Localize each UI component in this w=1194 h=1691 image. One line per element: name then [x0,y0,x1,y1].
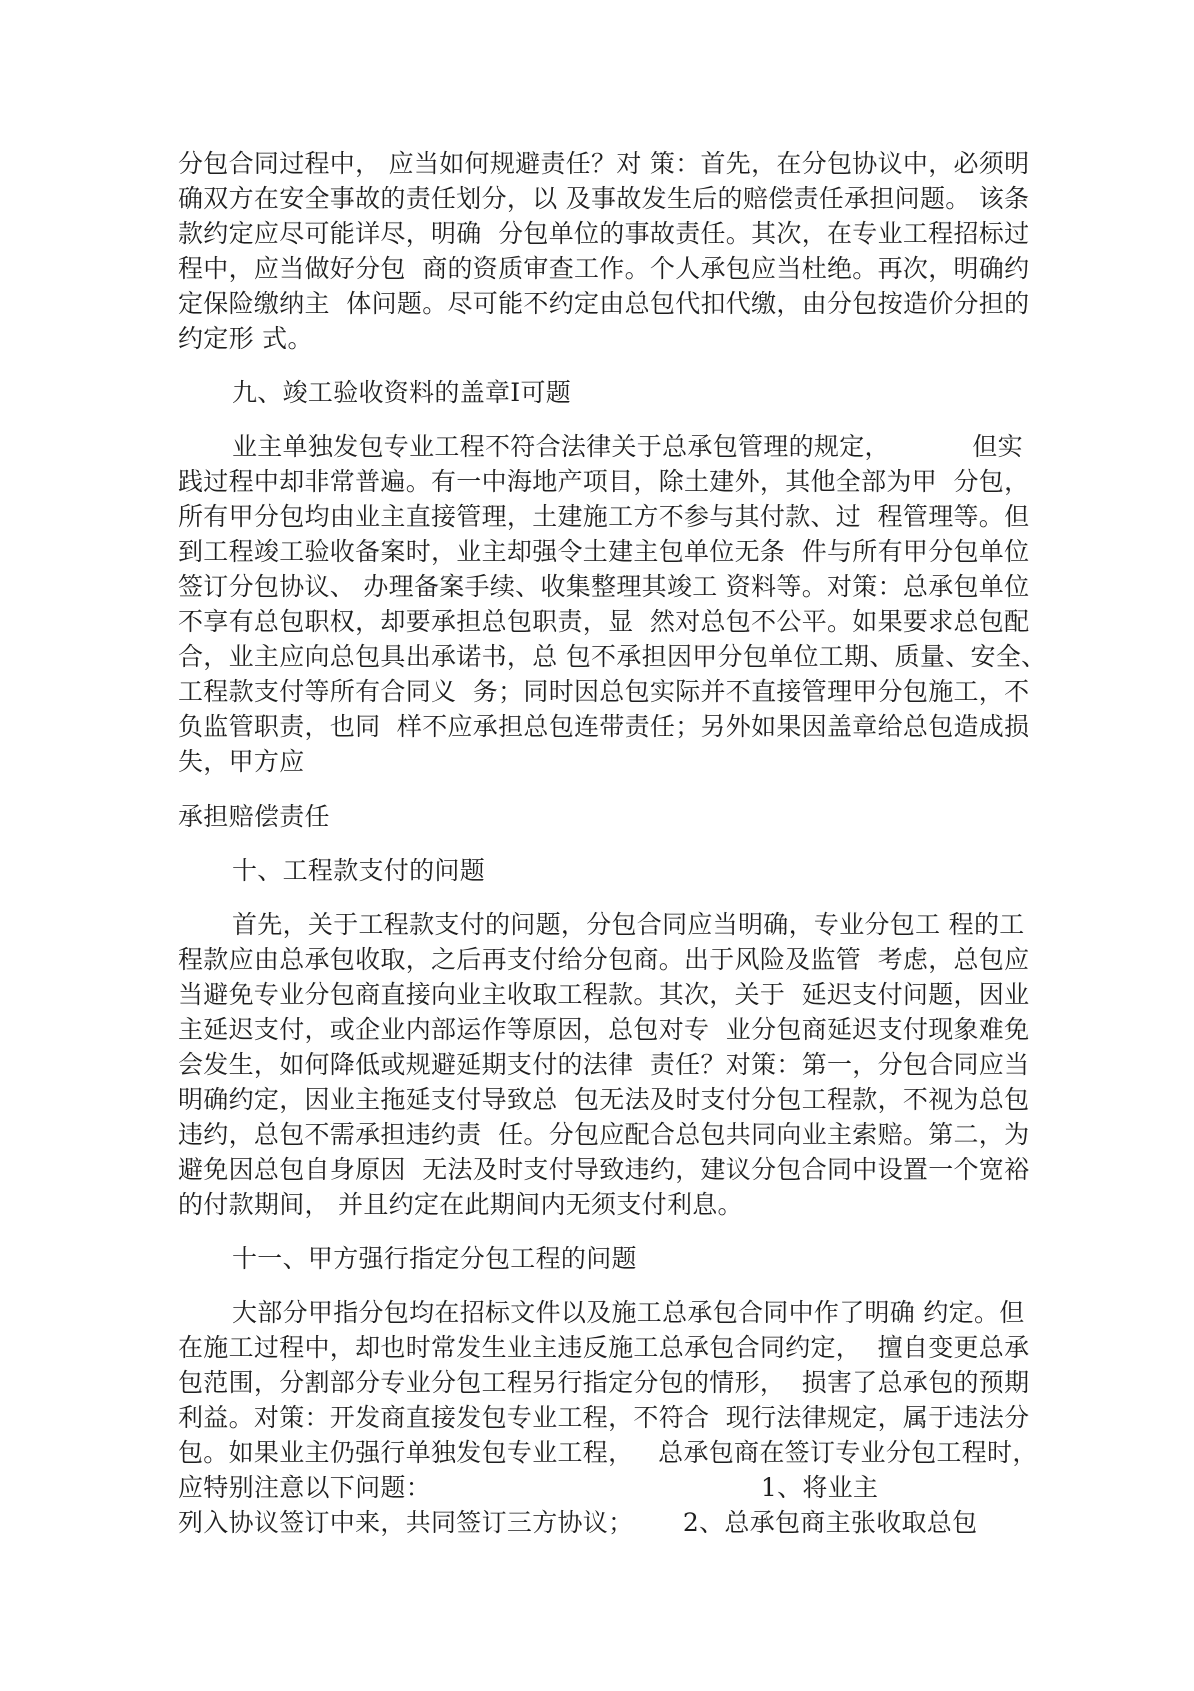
text-line: 的付款期间， 并且约定在此期间内无须支付利息。 [178,1190,743,1219]
text-line: 业主单独发包专业工程不符合法律关于总承包管理的规定， 但实 [232,432,1023,461]
text-line: 定保险缴纳主 体问题。尽可能不约定由总包代扣代缴，由分包按造价分担的 [178,289,1030,318]
text-line: 分包合同过程中， 应当如何规避责任？对 策：首先，在分包协议中，必须明 [178,149,1030,178]
text-line: 避免因总包自身原因 无法及时支付导致违约，建议分包合同中设置一个宽裕 [178,1155,1030,1184]
text-line: 包范围，分割部分专业分包工程另行指定分包的情形， 损害了总承包的预期 [178,1368,1030,1397]
text-line: 约定形 式。 [178,324,313,353]
section-heading-9: 九、竣工验收资料的盖章I可题 [232,378,572,407]
text-line: 会发生，如何降低或规避延期支付的法律 责任？对策：第一，分包合同应当 [178,1050,1030,1079]
text-line: 签订分包协议、 办理备案手续、收集整理其竣工 资料等。对策：总承包单位 [178,572,1030,601]
text-line: 不享有总包职权，却要承担总包职责，显 然对总包不公平。如果要求总包配 [178,607,1030,636]
text-line: 主延迟支付，或企业内部运作等原因，总包对专 业分包商延迟支付现象难免 [178,1015,1030,1044]
text-line: 包。如果业主仍强行单独发包专业工程， 总承包商在签订专业分包工程时， [178,1438,1038,1467]
text-line: 大部分甲指分包均在招标文件以及施工总承包合同中作了明确 约定。但 [232,1298,1025,1327]
text-line: 承担赔偿责任 [178,802,330,831]
text-line: 确双方在安全事故的责任划分，以 及事故发生后的赔偿责任承担问题。 该条 [178,184,1030,213]
section-heading-10: 十、工程款支付的问题 [232,856,486,885]
section-heading-11: 十一、甲方强行指定分包工程的问题 [232,1244,637,1273]
text-line: 在施工过程中，却也时常发生业主违反施工总承包合同约定， 擅自变更总承 [178,1333,1030,1362]
text-line: 所有甲分包均由业主直接管理，土建施工方不参与其付款、过 程管理等。但 [178,502,1030,531]
text-line: 程款应由总承包收取，之后再支付给分包商。出于风险及监管 考虑，总包应 [178,945,1030,974]
text-line: 首先，关于工程款支付的问题，分包合同应当明确，专业分包工 程的工 [232,910,1025,939]
text-line: 列入协议签订中来，共同签订三方协议； 2、总承包商主张收取总包 [178,1508,978,1537]
text-line: 合，业主应向总包具出承诺书，总 包不承担因甲分包单位工期、质量、安全、 [178,642,1047,671]
text-line: 款约定应尽可能详尽，明确 分包单位的事故责任。其次，在专业工程招标过 [178,219,1030,248]
text-line: 程中，应当做好分包 商的资质审查工作。个人承包应当杜绝。再次，明确约 [178,254,1030,283]
text-line: 违约，总包不需承担违约责 任。分包应配合总包共同向业主索赔。第二，为 [178,1120,1030,1149]
text-line: 工程款支付等所有合同义 务；同时因总包实际并不直接管理甲分包施工，不 [178,677,1030,706]
text-line: 失，甲方应 [178,747,305,776]
text-line: 到工程竣工验收备案时，业主却强令土建主包单位无条 件与所有甲分包单位 [178,537,1030,566]
text-line: 应特别注意以下问题： 1、将业主 [178,1473,879,1502]
text-line: 当避免专业分包商直接向业主收取工程款。其次，关于 延迟支付问题，因业 [178,980,1030,1009]
text-line: 践过程中却非常普遍。有一中海地产项目，除土建外，其他全部为甲 分包， [178,467,1030,496]
text-line: 利益。对策：开发商直接发包专业工程，不符合 现行法律规定，属于违法分 [178,1403,1030,1432]
text-line: 明确约定，因业主拖延支付导致总 包无法及时支付分包工程款，不视为总包 [178,1085,1030,1114]
text-line: 负监管职责，也同 样不应承担总包连带责任；另外如果因盖章给总包造成损 [178,712,1030,741]
